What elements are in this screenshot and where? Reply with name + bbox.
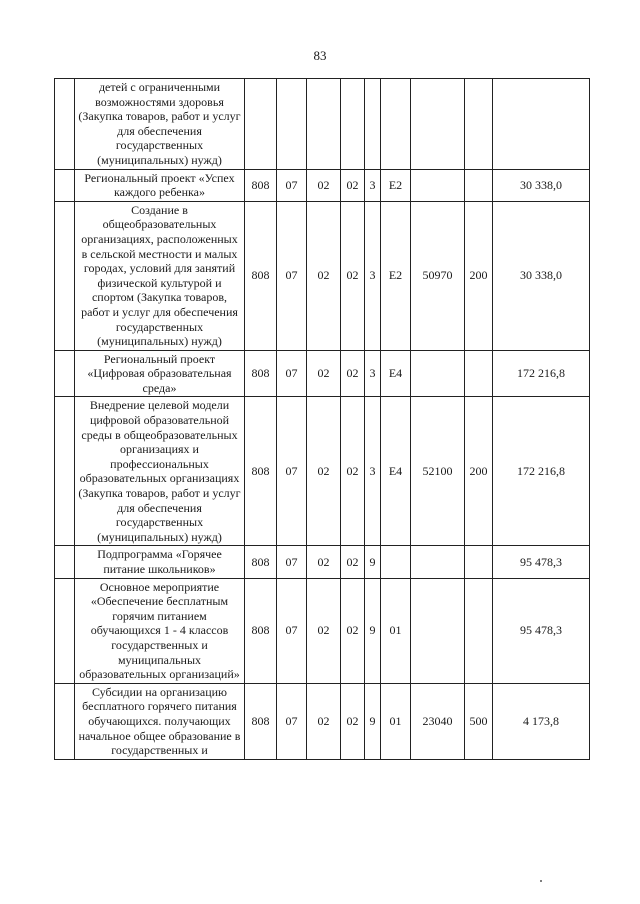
code-subprogram-cell: 9 [365,578,381,683]
code-pr-cell: 02 [307,546,341,578]
code-rz-cell: 07 [277,201,307,350]
item-name-cell: Основное мероприятие «Обеспечение бесплатным горячим питанием обучающихся 1 - 4 классов государственных и муниципальных образовательных организаций» [75,578,245,683]
code-ved-cell: 808 [245,169,277,201]
code-pr-cell: 02 [307,169,341,201]
row-number-cell [55,79,75,170]
code-ved-cell [245,79,277,170]
code-program-cell: 02 [341,169,365,201]
code-rz-cell [277,79,307,170]
code-pr-cell [307,79,341,170]
item-name-cell: детей с ограниченными возможностями здоровья (Закупка товаров, работ и услуг для обеспечения государственных (муниципальных) нужд) [75,79,245,170]
amount-cell: 95 478,3 [493,546,590,578]
amount-cell: 95 478,3 [493,578,590,683]
code-project-cell: E2 [381,201,411,350]
row-number-cell [55,350,75,397]
code-project-cell: 01 [381,578,411,683]
code-rz-cell: 07 [277,350,307,397]
code-rz-cell: 07 [277,169,307,201]
row-number-cell [55,578,75,683]
code-subprogram-cell: 3 [365,397,381,546]
code-rz-cell: 07 [277,683,307,759]
code-direction-cell: 50970 [411,201,465,350]
code-expense-type-cell [465,79,493,170]
code-subprogram-cell: 9 [365,546,381,578]
item-name-cell: Субсидии на организацию бесплатного горячего питания обучающихся. получающих начальное общее образование в государственных и [75,683,245,759]
code-project-cell [381,546,411,578]
table-row [55,683,590,759]
code-program-cell: 02 [341,546,365,578]
code-ved-cell: 808 [245,578,277,683]
code-project-cell [381,79,411,170]
item-name-cell: Региональный проект «Цифровая образовательная среда» [75,350,245,397]
code-ved-cell: 808 [245,546,277,578]
code-pr-cell: 02 [307,397,341,546]
amount-cell [493,79,590,170]
table-row [55,169,590,201]
code-pr-cell: 02 [307,578,341,683]
budget-table [54,78,590,760]
table-row [55,201,590,350]
item-name-cell: Создание в общеобразовательных организациях, расположенных в сельской местности и малых городах, условий для занятий физической культурой и спортом (Закупка товаров, работ и услуг для обеспечения государственных (муниципальных) нужд) [75,201,245,350]
code-program-cell: 02 [341,201,365,350]
code-pr-cell: 02 [307,201,341,350]
row-number-cell [55,683,75,759]
item-name-cell: Подпрограмма «Горячее питание школьников» [75,546,245,578]
item-name-cell: Внедрение целевой модели цифровой образовательной среды в общеобразовательных организациях и профессиональных образовательных организациях (Закупка товаров, работ и услуг для обеспечения государственных (муниципальных) нужд) [75,397,245,546]
row-number-cell [55,201,75,350]
code-expense-type-cell [465,546,493,578]
amount-cell: 30 338,0 [493,169,590,201]
code-expense-type-cell [465,169,493,201]
code-subprogram-cell: 3 [365,169,381,201]
code-program-cell: 02 [341,578,365,683]
code-pr-cell: 02 [307,683,341,759]
amount-cell: 172 216,8 [493,397,590,546]
amount-cell: 30 338,0 [493,201,590,350]
code-expense-type-cell: 200 [465,201,493,350]
row-number-cell [55,397,75,546]
code-ved-cell: 808 [245,683,277,759]
code-subprogram-cell [365,79,381,170]
table-row [55,79,590,170]
code-subprogram-cell: 9 [365,683,381,759]
code-program-cell: 02 [341,350,365,397]
code-subprogram-cell: 3 [365,201,381,350]
code-program-cell: 02 [341,683,365,759]
amount-cell: 172 216,8 [493,350,590,397]
code-pr-cell: 02 [307,350,341,397]
code-project-cell: 01 [381,683,411,759]
code-ved-cell: 808 [245,201,277,350]
code-subprogram-cell: 3 [365,350,381,397]
code-expense-type-cell: 500 [465,683,493,759]
table-row [55,578,590,683]
code-expense-type-cell [465,350,493,397]
table-row [55,350,590,397]
page-number: 83 [313,48,327,63]
code-rz-cell: 07 [277,546,307,578]
row-number-cell [55,169,75,201]
code-direction-cell [411,350,465,397]
amount-cell: 4 173,8 [493,683,590,759]
scan-dot [540,880,542,882]
code-project-cell: E4 [381,397,411,546]
table-row [55,397,590,546]
item-name-cell: Региональный проект «Успех каждого ребенка» [75,169,245,201]
code-direction-cell [411,169,465,201]
code-expense-type-cell [465,578,493,683]
code-program-cell [341,79,365,170]
row-number-cell [55,546,75,578]
code-expense-type-cell: 200 [465,397,493,546]
code-program-cell: 02 [341,397,365,546]
code-rz-cell: 07 [277,578,307,683]
code-direction-cell [411,578,465,683]
code-direction-cell: 23040 [411,683,465,759]
code-direction-cell [411,546,465,578]
code-ved-cell: 808 [245,350,277,397]
code-project-cell: E4 [381,350,411,397]
table-row [55,546,590,578]
code-direction-cell: 52100 [411,397,465,546]
code-direction-cell [411,79,465,170]
code-project-cell: E2 [381,169,411,201]
code-rz-cell: 07 [277,397,307,546]
code-ved-cell: 808 [245,397,277,546]
